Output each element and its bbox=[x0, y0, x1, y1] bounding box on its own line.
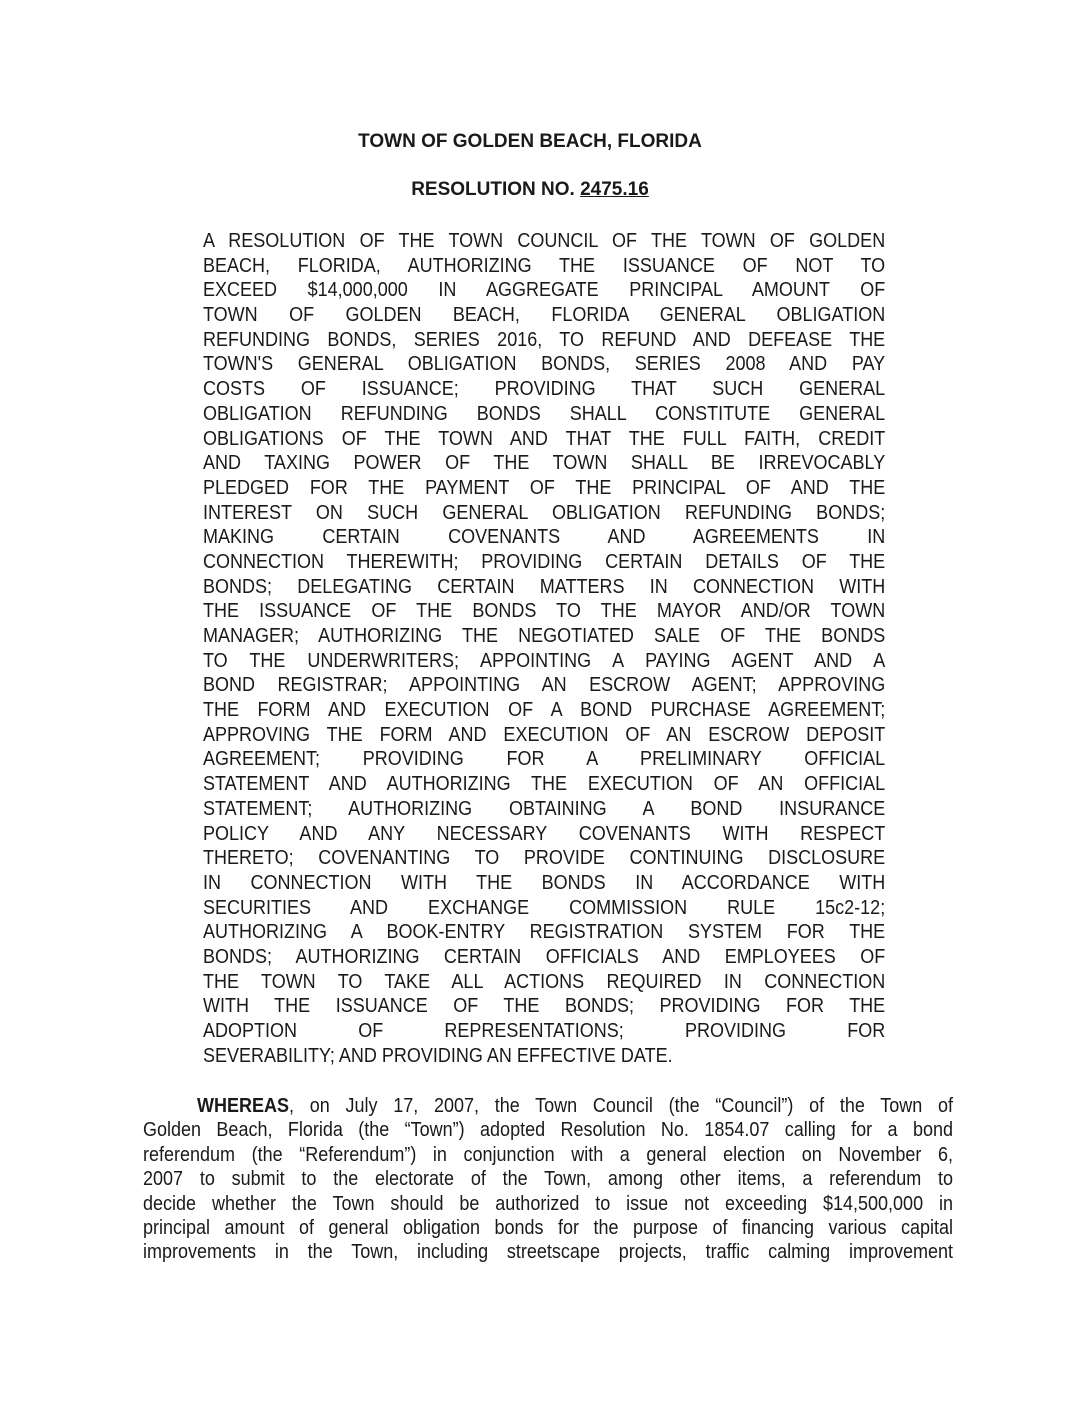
title-paragraph-line: POLICY AND ANY NECESSARY COVENANTS WITH RESPECT bbox=[203, 822, 886, 845]
whereas-line: principal amount of general obligation bonds for the purpose of financing various capital bbox=[143, 1216, 953, 1239]
whereas-paragraph bbox=[143, 1094, 953, 1265]
title-paragraph-line: IN CONNECTION WITH THE BONDS IN ACCORDANCE WITH bbox=[203, 871, 886, 894]
whereas-first-line: , on July 17, 2007, the Town Council (the “Council”) of the Town of bbox=[289, 1095, 953, 1117]
whereas-line bbox=[143, 1094, 953, 1118]
title-paragraph-line: AND TAXING POWER OF THE TOWN SHALL BE IRREVOCABLY bbox=[203, 452, 886, 475]
title-paragraph-line: THE TOWN TO TAKE ALL ACTIONS REQUIRED IN CONNECTION bbox=[203, 970, 886, 993]
whereas-line: improvements in the Town, including streetscape projects, traffic calming improvement bbox=[143, 1241, 953, 1264]
title-paragraph-line: THE FORM AND EXECUTION OF A BOND PURCHASE AGREEMENT; bbox=[203, 699, 886, 722]
title-paragraph-line: MANAGER; AUTHORIZING THE NEGOTIATED SALE OF THE BONDS bbox=[203, 625, 886, 647]
title-paragraph-line: TOWN OF GOLDEN BEACH, FLORIDA GENERAL OBLIGATION bbox=[203, 304, 886, 327]
title-paragraph-line: MAKING CERTAIN COVENANTS AND AGREEMENTS IN bbox=[203, 526, 886, 549]
whereas-line: decide whether the Town should be authorized to issue not exceeding $14,500,000 in bbox=[143, 1192, 953, 1215]
title-paragraph-line: STATEMENT; AUTHORIZING OBTAINING A BOND INSURANCE bbox=[203, 797, 886, 820]
title-paragraph-line: AUTHORIZING A BOOK-ENTRY REGISTRATION SYSTEM FOR THE bbox=[203, 921, 886, 944]
title-paragraph-line: TO THE UNDERWRITERS; APPOINTING A PAYING AGENT AND A bbox=[203, 649, 886, 672]
title-paragraph-line: REFUNDING BONDS, SERIES 2016, TO REFUND AND DEFEASE THE bbox=[203, 328, 886, 351]
title-paragraph-line: BONDS; AUTHORIZING CERTAIN OFFICIALS AND EMPLOYEES OF bbox=[203, 945, 886, 968]
resolution-heading bbox=[0, 179, 1060, 201]
title-paragraph-line: BONDS; DELEGATING CERTAIN MATTERS IN CONNECTION WITH bbox=[203, 575, 886, 598]
title-paragraph-line: CONNECTION THEREWITH; PROVIDING CERTAIN DETAILS OF THE bbox=[203, 550, 886, 573]
title-paragraph-line: SEVERABILITY; AND PROVIDING AN EFFECTIVE DATE. bbox=[203, 1044, 673, 1067]
resolution-number: 2475.16 bbox=[580, 179, 649, 200]
title-paragraph-line: WITH THE ISSUANCE OF THE BONDS; PROVIDING FOR THE bbox=[203, 995, 886, 1018]
title-paragraph-line: OBLIGATION REFUNDING BONDS SHALL CONSTITUTE GENERAL bbox=[203, 402, 886, 425]
title-paragraph-line: INTEREST ON SUCH GENERAL OBLIGATION REFUNDING BONDS; bbox=[203, 501, 886, 524]
whereas-line: referendum (the “Referendum”) in conjunction with a general election on November 6, bbox=[143, 1143, 953, 1166]
title-paragraph-line: THERETO; COVENANTING TO PROVIDE CONTINUING DISCLOSURE bbox=[203, 847, 886, 870]
title-paragraph-line: ADOPTION OF REPRESENTATIONS; PROVIDING FOR bbox=[203, 1020, 886, 1042]
resolution-title-paragraph bbox=[203, 229, 885, 1068]
title-paragraph-line: BEACH, FLORIDA, AUTHORIZING THE ISSUANCE OF NOT TO bbox=[203, 254, 886, 277]
whereas-line: Golden Beach, Florida (the “Town”) adopted Resolution No. 1854.07 calling for a bond bbox=[143, 1119, 953, 1142]
whereas-line: 2007 to submit to the electorate of the Town, among other items, a referendum to bbox=[143, 1168, 953, 1191]
title-paragraph-line: STATEMENT AND AUTHORIZING THE EXECUTION OF AN OFFICIAL bbox=[203, 773, 886, 796]
title-paragraph-line: TOWN'S GENERAL OBLIGATION BONDS, SERIES 2008 AND PAY bbox=[203, 353, 886, 376]
title-paragraph-line: BOND REGISTRAR; APPOINTING AN ESCROW AGENT; APPROVING bbox=[203, 674, 886, 697]
town-heading: TOWN OF GOLDEN BEACH, FLORIDA bbox=[358, 131, 702, 152]
resolution-label: RESOLUTION NO. bbox=[411, 179, 575, 200]
title-paragraph-line: AGREEMENT; PROVIDING FOR A PRELIMINARY OFFICIAL bbox=[203, 748, 886, 771]
title-paragraph-line: COSTS OF ISSUANCE; PROVIDING THAT SUCH GENERAL bbox=[203, 378, 886, 401]
title-paragraph-line: PLEDGED FOR THE PAYMENT OF THE PRINCIPAL OF AND THE bbox=[203, 476, 886, 499]
title-paragraph-line: EXCEED $14,000,000 IN AGGREGATE PRINCIPAL AMOUNT OF bbox=[203, 279, 886, 302]
title-paragraph-line: THE ISSUANCE OF THE BONDS TO THE MAYOR AND/OR TOWN bbox=[203, 600, 886, 623]
title-paragraph-line: OBLIGATIONS OF THE TOWN AND THAT THE FULL FAITH, CREDIT bbox=[203, 427, 886, 450]
title-paragraph-line: A RESOLUTION OF THE TOWN COUNCIL OF THE TOWN OF GOLDEN bbox=[203, 230, 886, 252]
whereas-lead: WHEREAS bbox=[197, 1095, 290, 1117]
title-paragraph-line: APPROVING THE FORM AND EXECUTION OF AN ESCROW DEPOSIT bbox=[203, 723, 886, 746]
title-paragraph-line: SECURITIES AND EXCHANGE COMMISSION RULE 15c2-12; bbox=[203, 896, 886, 919]
